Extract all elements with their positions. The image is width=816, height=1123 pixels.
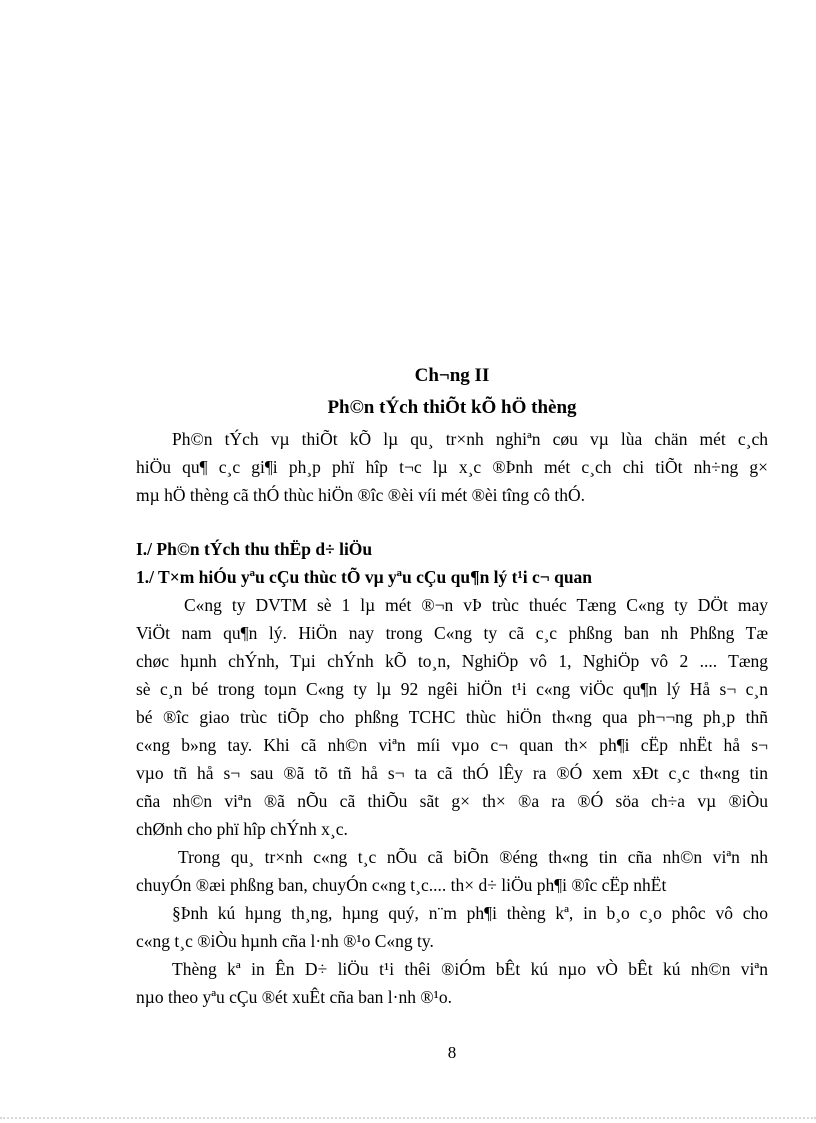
paragraph-line: chuyÓn ®æi phßng ban, chuyÓn c«ng t¸c.... th× d÷ liÖu ph¶i ®îc cËp nhËt bbox=[136, 875, 667, 895]
subsection-heading: 1./ T×m hiÓu yªu cÇu thùc tÕ vµ yªu cÇu qu¶n lý t¹i c¬ quan bbox=[136, 567, 593, 587]
intro-line: hiÖu qu¶ c¸c gi¶i ph¸p phï hîp t¬c lµ x¸c ®Þnh mét c¸ch chi tiÕt nh÷ng g× bbox=[136, 457, 768, 477]
paragraph-line: nµo theo yªu cÇu ®ét xuÊt cña ban l·nh ®¹o. bbox=[136, 987, 452, 1007]
paragraph-line: bé ®îc giao trùc tiÕp cho phßng TCHC thùc hiÖn th«ng qua ph¬¬ng ph¸p thñ bbox=[136, 707, 768, 727]
section-heading: I./ Ph©n tÝch thu thËp d÷ liÖu bbox=[136, 539, 373, 559]
paragraph-line: vµo tñ hå s¬ sau ®ã tõ tñ hå s¬ ta cã thÓ lÊy ra ®Ó xem xÐt c¸c th«ng tin bbox=[136, 763, 768, 783]
paragraph-line: §Þnh kú hµng th¸ng, hµng quý, n¨m ph¶i thèng kª, in b¸o c¸o phôc vô cho bbox=[172, 903, 768, 923]
paragraph-line: cña nh©n viªn ®ã nÕu cã thiÕu sãt g× th× ®a ra ®Ó söa ch÷a vµ ®iÒu bbox=[136, 791, 768, 811]
paragraph-line: Trong qu¸ tr×nh c«ng t¸c nÕu cã biÕn ®éng th«ng tin cña nh©n viªn nh bbox=[178, 847, 768, 867]
paragraph-line: c«ng b»ng tay. Khi cã nh©n viªn míi vµo c¬ quan th× ph¶i cËp nhËt hå s¬ bbox=[136, 735, 768, 755]
page-bottom-divider bbox=[0, 1117, 816, 1119]
intro-line: Ph©n tÝch vµ thiÕt kÕ lµ qu¸ tr×nh nghiªn cøu vµ lùa chän mét c¸ch bbox=[172, 429, 768, 449]
paragraph-line: chøc hµnh chÝnh, Tµi chÝnh kÕ to¸n, NghiÖp vô 1, NghiÖp vô 2 .... Tæng bbox=[136, 651, 768, 671]
paragraph-line: ViÖt nam qu¶n lý. HiÖn nay trong C«ng ty cã c¸c phßng ban nh Phßng Tæ bbox=[136, 623, 768, 643]
paragraph-line: c«ng t¸c ®iÒu hµnh cña l·nh ®¹o C«ng ty. bbox=[136, 931, 434, 951]
paragraph-line: sè c¸n bé trong toµn C«ng ty lµ 92 ngêi hiÖn t¹i c«ng viÖc qu¶n lý Hå s¬ c¸n bbox=[136, 679, 768, 699]
paragraph-line: C«ng ty DVTM sè 1 lµ mét ®¬n vÞ trùc thuéc Tæng C«ng ty DÖt may bbox=[184, 595, 768, 615]
intro-line: mµ hÖ thèng cã thÓ thùc hiÖn ®îc ®èi víi mét ®èi tîng cô thÓ. bbox=[136, 485, 585, 505]
paragraph-line: chØnh cho phï hîp chÝnh x¸c. bbox=[136, 819, 348, 839]
page-number: 8 bbox=[447, 1043, 457, 1062]
chapter-number: Ch¬ng II bbox=[414, 365, 490, 386]
chapter-title: Ph©n tÝch thiÕt kÕ hÖ thèng bbox=[327, 397, 577, 418]
paragraph-line: Thèng kª in Ên D÷ liÖu t¹i thêi ®iÓm bÊt kú nµo vÒ bÊt kú nh©n viªn bbox=[172, 959, 768, 979]
